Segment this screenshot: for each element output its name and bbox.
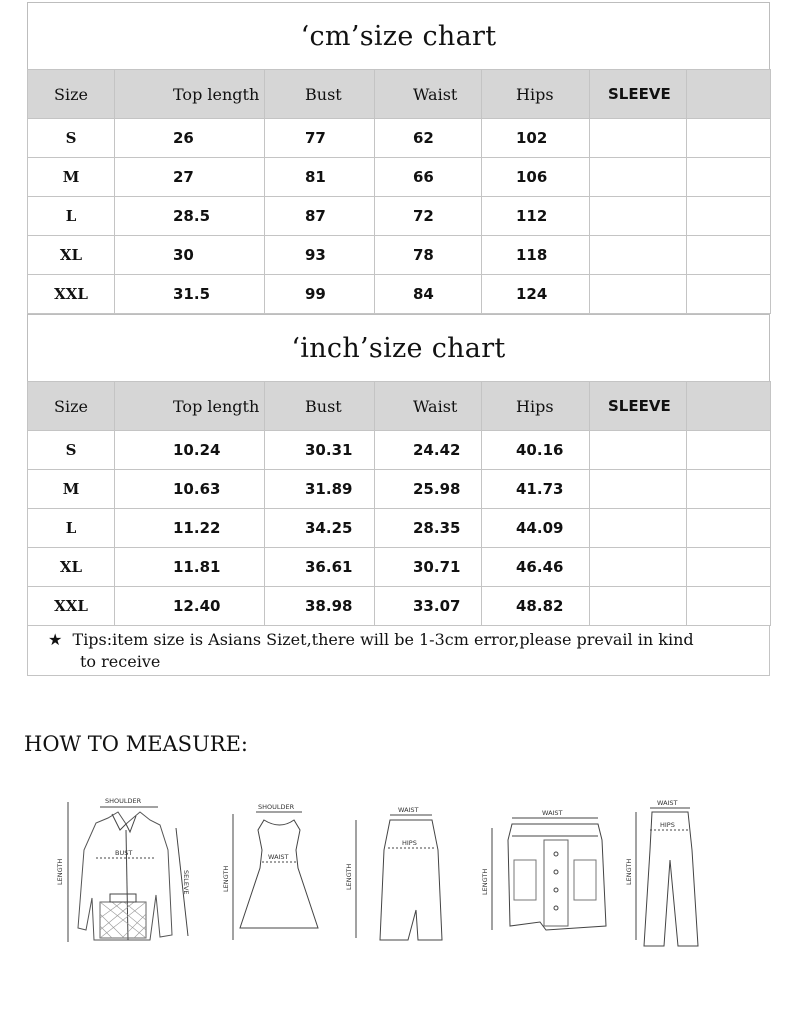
size-cell: S (28, 119, 115, 158)
size-chart-sheet (27, 2, 770, 676)
inch-size-table (27, 381, 771, 626)
header-hips: Hips (482, 382, 590, 431)
tips-line-1 (48, 629, 769, 651)
table-row (28, 236, 771, 275)
pants-hips-label: HIPS (660, 821, 675, 829)
empty-cell (687, 431, 771, 470)
waist-cell: 30.71 (375, 548, 482, 587)
waist-cell: 84 (375, 275, 482, 314)
jacket-bust-label: BUST (115, 849, 133, 857)
empty-cell (687, 197, 771, 236)
header-size: Size (28, 382, 115, 431)
pants-waist-label: WAIST (657, 799, 678, 807)
hips-cell: 44.09 (482, 509, 590, 548)
header-bust: Bust (265, 70, 375, 119)
bust-cell: 31.89 (265, 470, 375, 509)
tips-text-2: to receive (80, 652, 161, 671)
cm-size-table (27, 69, 771, 314)
header-empty (687, 382, 771, 431)
bust-cell: 99 (265, 275, 375, 314)
waist-cell: 78 (375, 236, 482, 275)
top-length-cell: 28.5 (115, 197, 265, 236)
header-hips: Hips (482, 70, 590, 119)
size-cell: XL (28, 236, 115, 275)
size-cell: M (28, 158, 115, 197)
empty-cell (687, 119, 771, 158)
sleeve-cell (590, 119, 687, 158)
jacket-shoulder-label: SHOULDER (105, 797, 142, 805)
sleeve-cell (590, 236, 687, 275)
top-length-cell: 26 (115, 119, 265, 158)
top-length-cell: 10.63 (115, 470, 265, 509)
bust-cell: 36.61 (265, 548, 375, 587)
empty-cell (687, 158, 771, 197)
sleeve-cell (590, 548, 687, 587)
hips-cell: 118 (482, 236, 590, 275)
top-length-cell: 27 (115, 158, 265, 197)
top-length-cell: 11.22 (115, 509, 265, 548)
hips-cell: 40.16 (482, 431, 590, 470)
size-cell: L (28, 197, 115, 236)
top-length-cell: 11.81 (115, 548, 265, 587)
bust-cell: 34.25 (265, 509, 375, 548)
bust-cell: 30.31 (265, 431, 375, 470)
empty-cell (687, 275, 771, 314)
header-waist: Waist (375, 70, 482, 119)
empty-cell (687, 548, 771, 587)
bust-cell: 77 (265, 119, 375, 158)
header-sleeve: SLEEVE (590, 70, 687, 119)
empty-cell (687, 236, 771, 275)
tips-text-1: Tips:item size is Asians Sizet,there will be 1-3cm error,please prevail in kind (72, 630, 694, 649)
skirt-figure (345, 806, 442, 940)
size-cell: S (28, 431, 115, 470)
waist-cell: 72 (375, 197, 482, 236)
table-row (28, 158, 771, 197)
star-icon: ★ (48, 630, 63, 649)
top-length-cell: 12.40 (115, 587, 265, 626)
sleeve-cell (590, 587, 687, 626)
table-row (28, 587, 771, 626)
waist-cell: 28.35 (375, 509, 482, 548)
inch-chart-title: ‘inch’size chart (27, 314, 770, 381)
pants-figure (625, 799, 698, 946)
header-top-length: Top length (115, 70, 265, 119)
header-size: Size (28, 70, 115, 119)
sleeve-cell (590, 509, 687, 548)
header-empty (687, 70, 771, 119)
table-row (28, 197, 771, 236)
header-waist: Waist (375, 382, 482, 431)
cm-header-row (28, 70, 771, 119)
skirt-hips-label: HIPS (402, 839, 417, 847)
size-cell: L (28, 509, 115, 548)
dress-figure (222, 803, 318, 940)
sleeve-cell (590, 275, 687, 314)
dress-shoulder-label: SHOULDER (258, 803, 295, 811)
sleeve-cell (590, 197, 687, 236)
top-length-cell: 30 (115, 236, 265, 275)
waist-cell: 24.42 (375, 431, 482, 470)
top-length-cell: 31.5 (115, 275, 265, 314)
dress-waist-label: WAIST (268, 853, 289, 861)
size-cell: XXL (28, 275, 115, 314)
table-row (28, 548, 771, 587)
shorts-length-label: LENGTH (481, 868, 489, 895)
sleeve-cell (590, 431, 687, 470)
hips-cell: 112 (482, 197, 590, 236)
bust-cell: 38.98 (265, 587, 375, 626)
hips-cell: 48.82 (482, 587, 590, 626)
skirt-length-label: LENGTH (345, 863, 353, 890)
cm-chart-title: ‘cm’size chart (27, 2, 770, 69)
waist-cell: 66 (375, 158, 482, 197)
header-sleeve: SLEEVE (590, 382, 687, 431)
size-cell: XXL (28, 587, 115, 626)
jacket-seleve-label: SELEVE (182, 870, 190, 895)
size-cell: M (28, 470, 115, 509)
sleeve-cell (590, 470, 687, 509)
hips-cell: 102 (482, 119, 590, 158)
jacket-length-label: LENGTH (56, 858, 64, 885)
jacket-figure (56, 797, 190, 942)
measure-illustrations (0, 790, 800, 960)
empty-cell (687, 470, 771, 509)
pants-length-label: LENGTH (625, 858, 633, 885)
bust-cell: 87 (265, 197, 375, 236)
tips-note (27, 626, 770, 676)
empty-cell (687, 587, 771, 626)
header-top-length: Top length (115, 382, 265, 431)
table-row (28, 119, 771, 158)
empty-cell (687, 509, 771, 548)
waist-cell: 62 (375, 119, 482, 158)
inch-header-row (28, 382, 771, 431)
top-length-cell: 10.24 (115, 431, 265, 470)
table-row (28, 509, 771, 548)
table-row (28, 470, 771, 509)
skirt-waist-label: WAIST (398, 806, 419, 814)
table-row (28, 275, 771, 314)
header-bust: Bust (265, 382, 375, 431)
shorts-waist-label: WAIST (542, 809, 563, 817)
table-row (28, 431, 771, 470)
hips-cell: 106 (482, 158, 590, 197)
bust-cell: 81 (265, 158, 375, 197)
size-cell: XL (28, 548, 115, 587)
bust-cell: 93 (265, 236, 375, 275)
sleeve-cell (590, 158, 687, 197)
how-to-measure-title: HOW TO MEASURE: (24, 732, 248, 756)
hips-cell: 46.46 (482, 548, 590, 587)
dress-length-label: LENGTH (222, 865, 230, 892)
hips-cell: 41.73 (482, 470, 590, 509)
waist-cell: 33.07 (375, 587, 482, 626)
waist-cell: 25.98 (375, 470, 482, 509)
hips-cell: 124 (482, 275, 590, 314)
shorts-figure (481, 809, 606, 930)
